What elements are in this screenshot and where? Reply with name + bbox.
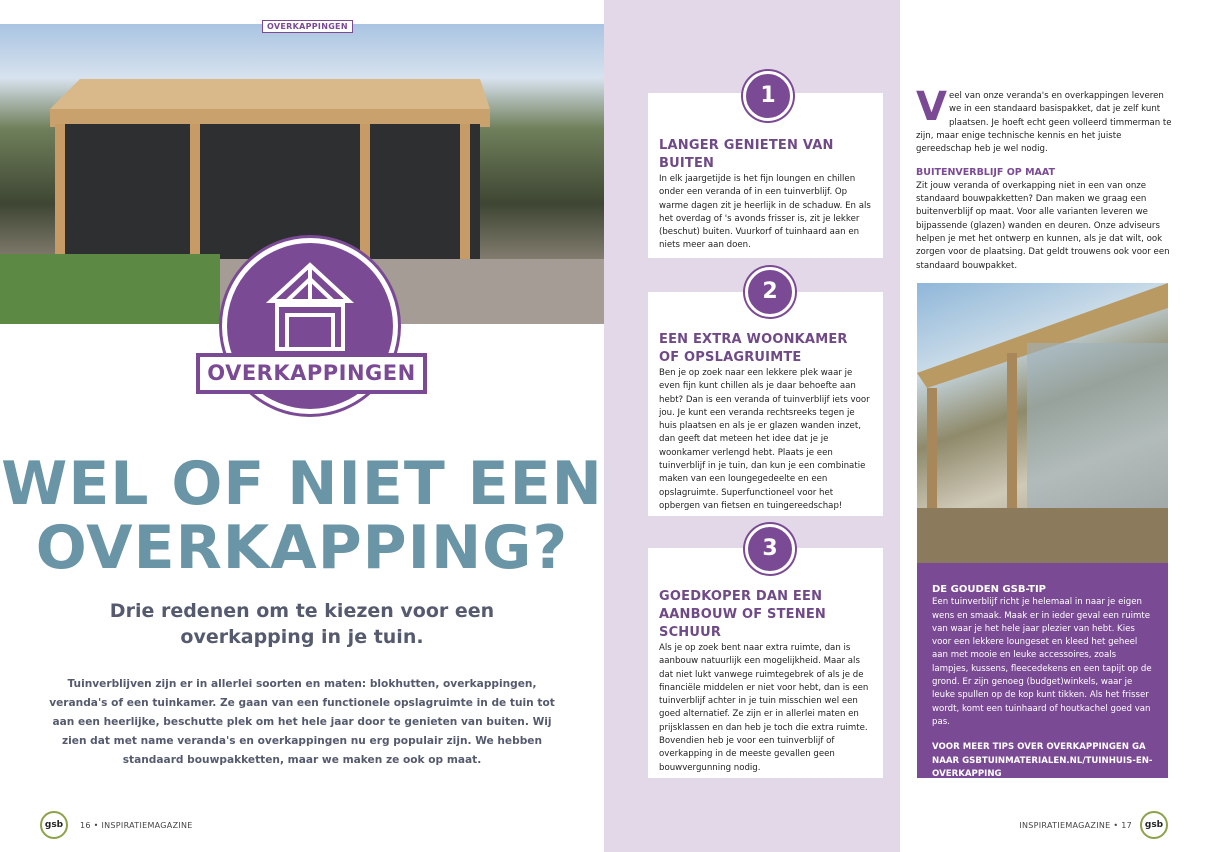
glass-veranda-photo xyxy=(917,283,1168,563)
reason-card-2 xyxy=(648,292,883,516)
reason-text: In elk jaargetijde is het fijn loungen en chillen onder een veranda of in een tuinverblijf. Op warme dagen zit je heerlijk in de schaduw. En als het overdag of 's avonds frisser is, zit je lekker (beschut) buiten. Vuurkorf of tuinhaard aan en niets meer aan doen. xyxy=(659,174,871,251)
reason-heading: GOEDKOPER DAN EEN AANBOUW OF STENEN SCHUUR xyxy=(659,589,826,640)
reason-number-2: 2 xyxy=(745,267,795,317)
tip-text: Een tuinverblijf richt je helemaal in naar je eigen wens en smaak. Maak er in ieder geval een ruimte van waar je het hele jaar plezier van hebt. Kies voor een lekkere loungeset en kleed het geheel aan met mooie en leuke accessoires, zoals lampjes, kussens, fleecedekens en een tapijt op de grond. Er zijn genoeg (budget)winkels, waar je leuke spullen op de kop kunt tikken. Als het frisser wordt, komt een tuinhaard of houtkachel goed van pas. xyxy=(932,597,1152,727)
reason-number-1: 1 xyxy=(743,71,793,121)
page-title: WEL OF NIET EEN OVERKAPPING? xyxy=(1,449,603,583)
subtext: Zit jouw veranda of overkapping niet in een van onze standaard bouwpakketten? Dan maken we graag een buitenverblijf op maat. Voor alle varianten leveren we bijpassende (glazen) wanden en deuren. Onze adviseurs helpen je met het ontwerp en kunnen, als je dat wilt, ook zorgen voor de plaatsing. Dat geldt trouwens ook voor een standaard bouwpakket. xyxy=(916,180,1170,271)
subtitle: Drie redenen om te kiezen voor een overkapping in je tuin. xyxy=(109,600,495,648)
page-footer-left: 16 • INSPIRATIEMAGAZINE xyxy=(80,821,193,830)
section-tag: OVERKAPPINGEN xyxy=(262,20,353,33)
gsb-tip-box xyxy=(917,563,1168,778)
reason-text: Als je op zoek bent naar extra ruimte, dan is aanbouw natuurlijk een mogelijkheid. Maar als dat niet lukt vanwege ruimtegebrek of als je de financiële middelen er niet voor hebt, dan is een tuinverblijf achter in je tuin misschien wel een goed alternatief. Ze zijn er in allerlei maten en prijsklassen en dan heb je toch die extra ruimte. Bovendien heb je voor een tuinverblijf of overkapping in de meeste gevallen geen bouwvergunning nodig. xyxy=(659,643,869,773)
glass-veranda-illustration xyxy=(917,283,1168,563)
intro-rest: eel van onze veranda's en overkappingen leveren we in een standaard basispakket, dat je zelf kunt plaatsen. Je hoeft echt geen volleerd timmerman te zijn, maar enige technische kennis en het juiste gereedschap heb je wel nodig. xyxy=(916,91,1172,155)
intro-text: Tuinverblijven zijn er in allerlei soorten en maten: blokhutten, overkappingen, veranda's of een tuinkamer. Ze gaan van een functionele opslagruimte in de tuin tot aan een heerlijke, beschutte plek om het hele jaar door te genieten van buiten. Wij zien dat met name veranda's en overkappingen nu erg populair zijn. We hebben standaard bouwpakketten, maar we maken ze ook op maat. xyxy=(49,678,555,766)
tip-more-link[interactable]: VOOR MEER TIPS OVER OVERKAPPINGEN GA NAAR GSBTUINMATERIALEN.NL/TUINHUIS-EN-OVERKAPPING xyxy=(932,742,1153,779)
reason-heading: EEN EXTRA WOONKAMER OF OPSLAGRUIMTE xyxy=(659,332,848,365)
reason-text: Ben je op zoek naar een lekkere plek waar je even fijn kunt chillen als je daar behoefte aan hebt? Dan is een veranda of tuinverblijf iets voor jou. Je kunt een veranda rechtsreeks tegen je huis plaatsen en als je er glazen wanden inzet, dan geeft dat meteen het idee dat je je woonkamer verlengd hebt. Plaats je een tuinverblijf in je tuin, dan kun je een combinatie maken van een loungegedeelte en een opslagruimte. Superfunctioneel voor het opbergen van fietsen en tuingereedschap! xyxy=(659,368,870,511)
drop-cap: V xyxy=(916,84,947,130)
reason-heading: LANGER GENIETEN VAN BUITEN xyxy=(659,138,834,171)
reason-card-3 xyxy=(648,548,883,778)
reason-number-3: 3 xyxy=(745,524,795,574)
badge-label: OVERKAPPINGEN xyxy=(196,353,427,394)
subheading: BUITENVERBLIJF OP MAAT xyxy=(916,167,1055,179)
gsb-logo: gsb xyxy=(40,811,68,839)
page-footer-right: INSPIRATIEMAGAZINE • 17 xyxy=(1019,821,1132,830)
gsb-logo-right: gsb xyxy=(1140,811,1168,839)
tip-heading: DE GOUDEN GSB-TIP xyxy=(932,584,1047,595)
right-intro xyxy=(916,84,1172,273)
